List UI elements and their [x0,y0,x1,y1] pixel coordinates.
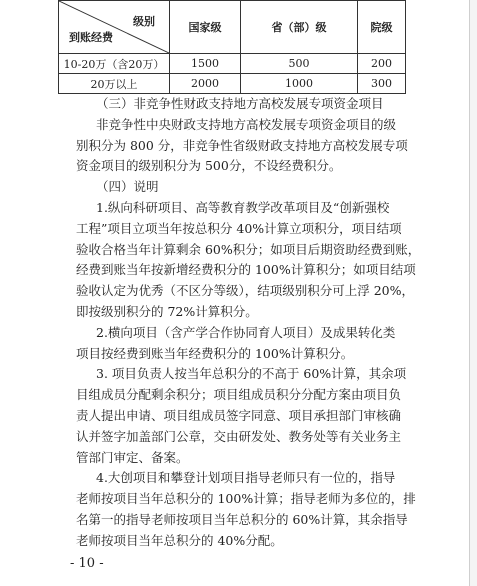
table-cell: 200 [357,54,405,74]
table-row [59,54,406,74]
text-line: 项目按经费到账当年经费积分的 100%计算积分。 [76,345,354,361]
row-label: 10-20万（含20万） [59,54,170,74]
table-cell: 500 [241,54,358,74]
text-line: 经费到账当年按新增经费积分的 100%计算积分；如项目结项 [76,262,416,278]
level-score-table [58,0,406,94]
column-header: 国家级 [170,1,241,54]
column-header: 院级 [357,1,405,54]
text-line: 认并签字加盖部门公章，交由研发处、教务处等有关业务主 [76,428,402,444]
header-level-label: 级别 [133,15,155,28]
text-line: 验收认定为优秀（不区分等级），结项级别积分可上浮 20%， [76,283,415,299]
text-line: 3. 项目负责人按当年总积分的不高于 60%计算，其余项 [96,366,407,382]
column-header: 省（部）级 [241,1,358,54]
text-line: 资金项目的级别积分为 500分，不设经费积分。 [76,158,342,174]
text-line: 责人提出申请、项目组成员签字同意、项目承担部门审核确 [76,408,402,423]
table-cell: 1000 [241,74,358,94]
table-cell: 2000 [170,74,241,94]
text-line: 管部门审定、备案。 [76,449,189,465]
row-label: 20万以上 [59,74,170,94]
table-cell: 1500 [170,54,241,74]
text-line: 老师按项目当年总积分的 100%计算；指导老师为多位的，排 [76,491,416,507]
section-heading: （四）说明 [96,179,159,195]
header-funding-label: 到账经费 [69,31,113,44]
text-line: 名第一的指导老师按项目当年总积分的 60%计算，其余指导 [76,512,408,527]
text-line: 老师按项目当年总积分的 40%分配。 [76,532,283,548]
text-line: 4.大创项目和攀登计划项目指导老师只有一位的，指导 [96,470,396,486]
diagonal-header-cell [59,1,170,54]
section-heading: （三）非竞争性财政支持地方高校发展专项资金项目 [96,96,384,111]
page-number: - 10 - [70,555,104,571]
text-line: 2.横向项目（含产学合作协同育人项目）及成果转化类 [96,324,396,340]
text-line: 工程”项目立项当年按总积分 40%计算立项积分，项目结项 [76,220,402,236]
table-header-row [59,1,406,54]
text-line: 验收合格当年计算剩余 60%积分；如项目后期资助经费到账， [76,241,421,257]
text-line: 即按级别积分的 72%计算积分。 [76,304,258,319]
text-line: 目组成员分配剩余积分；项目组成员积分分配方案由项目负 [76,387,402,403]
text-line: 非竞争性中央财政支持地方高校发展专项资金项目的级 [96,116,397,132]
text-line: 别积分为 800 分，非竞争性省级财政支持地方高校发展专项 [76,137,408,153]
table-row [59,74,406,94]
text-line: 1.纵向科研项目、高等教育教学改革项目及“创新强校 [96,200,390,215]
table-cell: 300 [357,74,405,94]
